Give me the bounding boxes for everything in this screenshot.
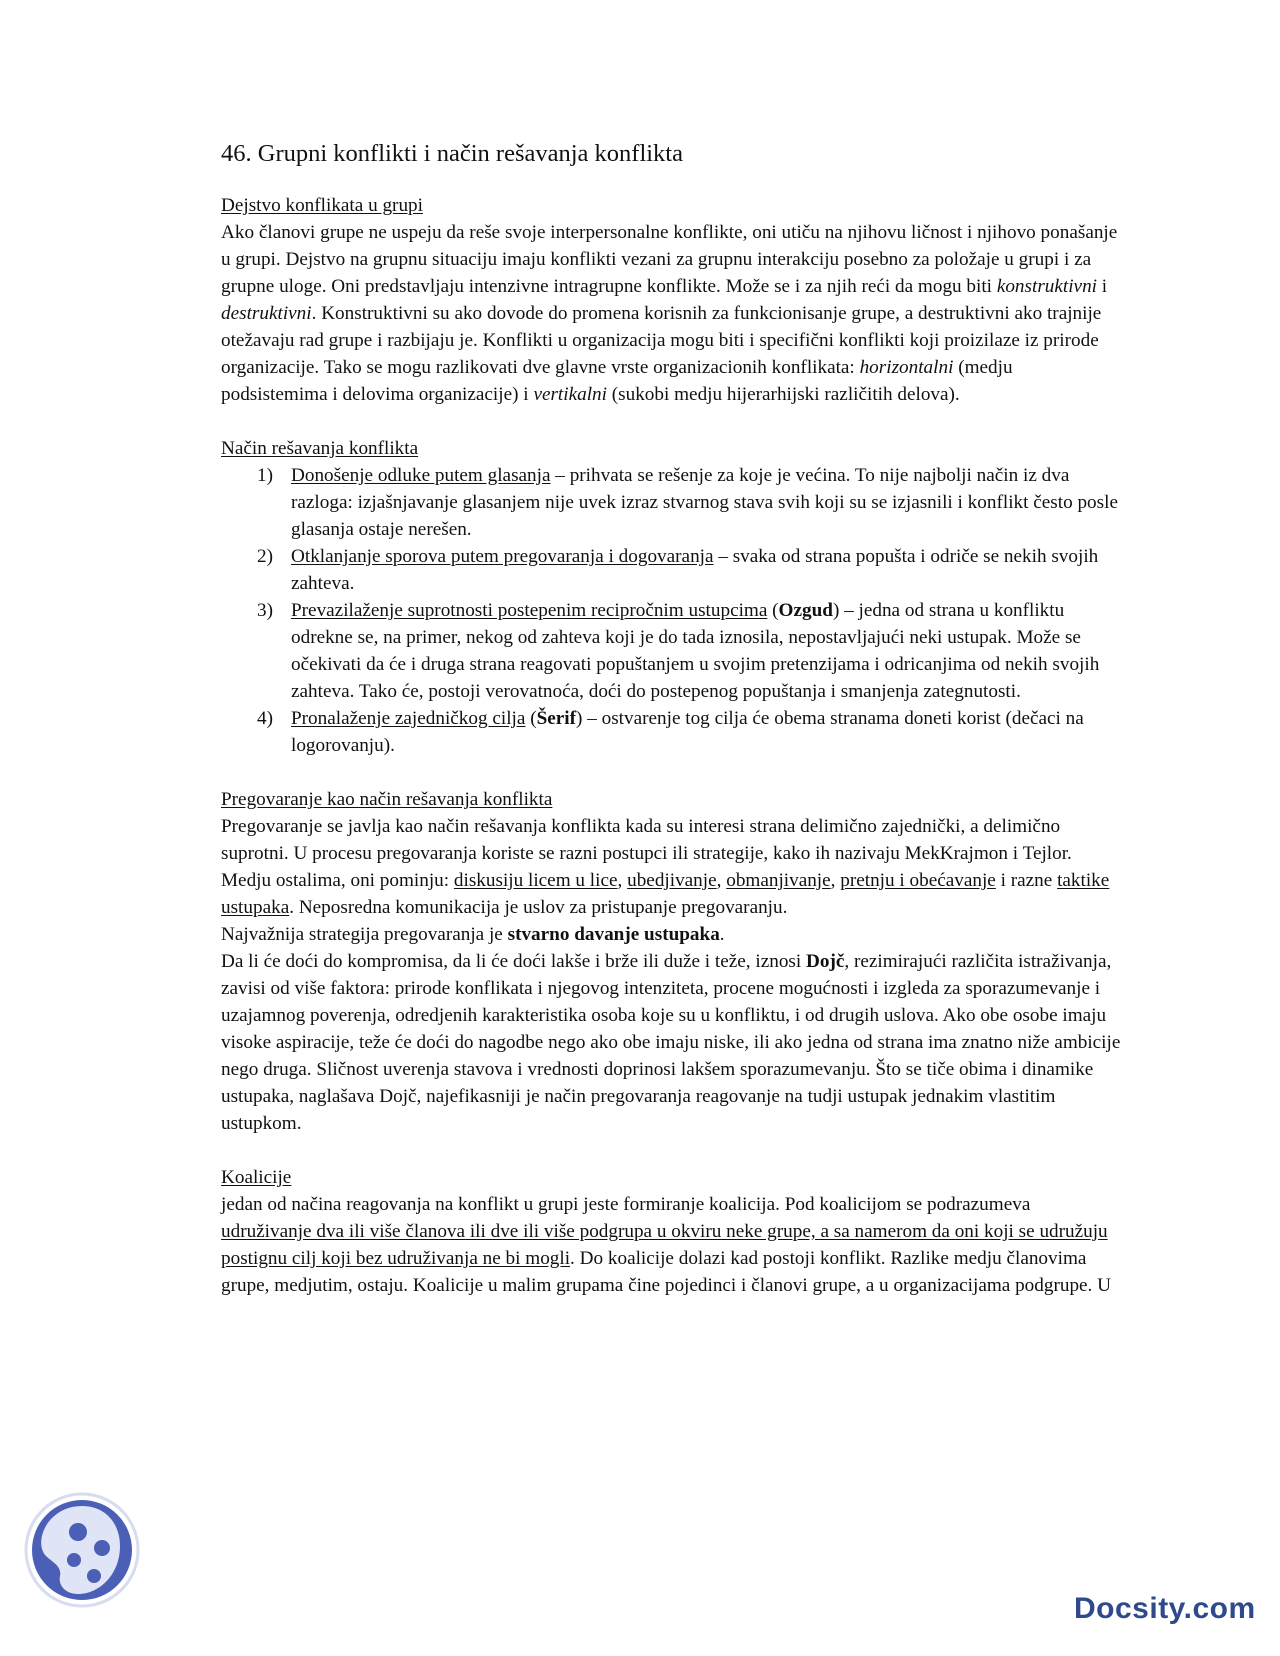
text-run: i razne	[995, 870, 1058, 891]
paragraph	[221, 219, 1121, 408]
text-run: i	[1097, 276, 1108, 297]
underlined-term: obmanjivanje	[726, 870, 831, 891]
italic-term: destruktivni	[221, 303, 312, 324]
section-coalitions	[221, 1164, 1121, 1299]
text-run: ) – jedna od strana u konfliktu odrekne se, na primer, nekog od zahteva koji je do tada iznosila, nepostavljajući neki ustupak. Može se očekivati da će i druga strana reagovati popuštanjem u svojim pretenzijama i odricanjima od nekih svojih zahteva. Tako će, postoji verovatnoća, doći do postepenog popuštanja i smanjenja zategnutosti.	[291, 600, 1100, 702]
text-run: ) – ostvarenje tog cilja će obema stranama doneti korist (dečaci na logorovanju).	[291, 708, 1084, 756]
text-run: ,	[617, 870, 628, 891]
italic-term: vertikalni	[533, 384, 607, 405]
italic-term: konstruktivni	[996, 276, 1097, 297]
italic-term: horizontalni	[859, 357, 954, 378]
paragraph	[221, 813, 1121, 921]
list-number: 4)	[257, 708, 273, 729]
text-run: Pregovaranje se javlja kao način rešavanja konflikta kada su interesi strana delimično zajednički, a delimično suprotni. U procesu pregovaranja koriste se razni postupci ili strategije, kako ih nazivaju MekKrajmon i Tejlor. Medju ostalima, oni pominju:	[221, 816, 1072, 891]
section-heading: Način rešavanja konflikta	[221, 438, 419, 459]
bold-term: stvarno davanje ustupaka	[507, 924, 720, 945]
section-heading: Dejstvo konflikata u grupi	[221, 195, 423, 216]
underlined-term: ubedjivanje	[627, 870, 717, 891]
paragraph	[221, 1191, 1121, 1299]
list-item	[221, 597, 1121, 705]
list-item	[221, 543, 1121, 597]
text-run: (	[767, 600, 779, 621]
list-item	[221, 705, 1121, 759]
text-run: – svaka od strana popušta i odriče se nekih svojih zahteva.	[291, 546, 1099, 594]
document-body	[221, 138, 1121, 1326]
paragraph	[221, 948, 1121, 1137]
underlined-term: Otklanjanje sporova putem pregovaranja i dogovaranja	[291, 546, 714, 567]
text-run: Najvažnija strategija pregovaranja je	[221, 924, 508, 945]
numbered-list	[221, 462, 1121, 759]
text-run: ,	[716, 870, 727, 891]
text-run: Ako članovi grupe ne uspeju da reše svoje interpersonalne konflikte, oni utiču na njihovu ličnost i njihovo ponašanje u grupi. Dejstvo na grupnu situaciju imaju konflikti vezani za grupnu interakciju posebno za položaje u grupi i za grupne uloge. Oni predstavljaju intenzivne intragrupne konflikte. Može se i za njih reći da mogu biti	[221, 222, 1118, 297]
text-run: (medju podsistemima i delovima organizacije) i	[221, 357, 1013, 405]
section-conflict-effects	[221, 192, 1121, 408]
underlined-term: pretnju i obećavanje	[840, 870, 996, 891]
docsity-logo-icon	[22, 1490, 142, 1610]
section-heading: Koalicije	[221, 1167, 292, 1188]
text-run: Da li će doći do kompromisa, da li će doći lakše i brže ili duže i teže, iznosi	[221, 951, 807, 972]
text-run: .	[719, 924, 725, 945]
document-title: 46. Grupni konflikti i način rešavanja konflikta	[221, 140, 683, 167]
underlined-term: Prevazilaženje suprotnosti postepenim recipročnim ustupcima	[291, 600, 768, 621]
text-run: . Do koalicije dolazi kad postoji konflikt. Razlike medju članovima grupe, medjutim, ostaju. Koalicije u malim grupama čine pojedinci i članovi grupe, a u organizacijama podgrupe. U	[221, 1248, 1111, 1296]
list-item	[221, 462, 1121, 543]
underlined-term: diskusiju licem u lice	[453, 870, 618, 891]
bold-author: Dojč	[806, 951, 845, 972]
text-run: . Neposredna komunikacija je uslov za pristupanje pregovaranju.	[289, 897, 788, 918]
underlined-term: Pronalaženje zajedničkog cilja	[291, 708, 526, 729]
bold-author: Šerif	[536, 708, 577, 729]
section-heading: Pregovaranje kao način rešavanja konflikta	[221, 789, 553, 810]
text-run: – prihvata se rešenje za koje je većina. To nije najbolji način iz dva razloga: izjašnjavanje glasanjem nije uvek izraz stvarnog stava svih koji su se izjasnili i konflikt često posle glasanja ostaje nerešen.	[291, 465, 1118, 540]
bold-author: Ozgud	[778, 600, 833, 621]
text-run: . Konstruktivni su ako dovode do promena korisnih za funkcionisanje grupe, a destruktivni ako trajnije otežavaju rad grupe i razbijaju je. Konflikti u organizacija mogu biti i specifični konflikti koji proizilaze iz prirode organizacije. Tako se mogu razlikovati dve glavne vrste organizacionih konflikata:	[221, 303, 1102, 378]
text-run: jedan od načina reagovanja na konflikt u grupi jeste formiranje koalicija. Pod koalicijom se podrazumeva	[221, 1194, 1031, 1215]
underlined-term: Donošenje odluke putem glasanja	[291, 465, 551, 486]
list-number: 2)	[257, 546, 273, 567]
text-run: ,	[830, 870, 841, 891]
text-run: , rezimirajući različita istraživanja, zavisi od više faktora: prirode konflikata i njegovog intenziteta, procene mogućnosti i izgleda za sporazumevanje i uzajamnog poverenja, odredjenih karakteristika osoba koje su u konfliktu, i od drugih uslova. Ako obe osobe imaju visoke aspiracije, teže će doći do nagodbe nego ako obe imaju niske, ili ako jedna od strana ima znatno niže ambicije nego druga. Sličnost uverenja stavova i vrednosti doprinosi lakšem sporazumevanju. Što se tiče obima i dinamike ustupaka, naglašava Dojč, najefikasniji je način pregovaranja reagovanje na tudji ustupak jednakim vlastitim ustupkom.	[221, 951, 1121, 1134]
text-run: (sukobi medju hijerarhijski različitih delova).	[606, 384, 960, 405]
section-negotiation	[221, 786, 1121, 1137]
section-resolution-methods	[221, 435, 1121, 759]
text-run: (	[525, 708, 537, 729]
list-number: 1)	[257, 465, 273, 486]
underlined-term: taktike ustupaka	[221, 870, 1110, 918]
list-number: 3)	[257, 600, 273, 621]
underlined-term: udruživanje dva ili više članova ili dve ili više podgrupa u okviru neke grupe, a sa namerom da oni koji se udružuju postignu cilj koji bez udruživanja ne bi mogli	[221, 1221, 1108, 1269]
docsity-watermark: Docsity.com	[1074, 1592, 1256, 1625]
paragraph	[221, 921, 1121, 948]
